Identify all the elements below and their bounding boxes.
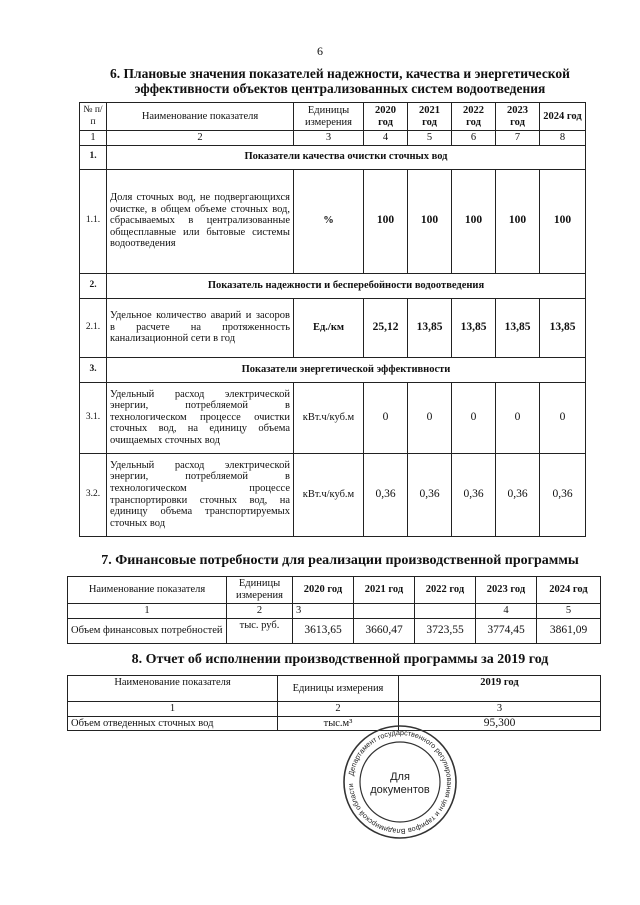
header-2024: 2024 год [537,577,601,604]
header-name: Наименование показателя [68,577,227,604]
col-number: 5 [537,604,601,619]
row-value: 0,36 [452,453,496,536]
group-title: Показатели энергетической эффективности [107,357,586,382]
section-7-table [67,576,601,644]
col-number: 8 [540,131,586,146]
group-title: Показатель надежности и бесперебойности водоотведения [107,273,586,298]
table-row [68,716,601,731]
column-number-row [68,702,601,717]
col-number-blank [415,604,476,619]
header-2022: 2022 год [452,103,496,131]
row-name: Удельный расход электрической энергии, потребляемой в технологическом процессе транспортировки сточных вод, на единицу объема транспортируемых сточных вод [107,453,294,536]
col-number: 4 [364,131,408,146]
row-name: Удельный расход электрической энергии, потребляемой в технологическом процессе очистки сточных вод, на единицу объема очищаемых сточных вод [107,382,294,453]
row-unit: тыс.м³ [278,716,399,731]
header-unit: Единицы измерения [278,676,399,702]
row-num: 3.1. [80,382,107,453]
row-value: 95,300 [399,716,601,731]
row-unit: кВт.ч/куб.м [294,453,364,536]
group-row [80,145,586,169]
row-value: 3723,55 [415,618,476,643]
row-num: 2.1. [80,298,107,357]
section-8-table [67,675,601,731]
row-value: 0 [408,382,452,453]
stamp-ring-textpath: Департамент государственного регулирования цен и тарифов Владимирской области [345,727,455,837]
row-value: 0 [540,382,586,453]
group-num: 1. [80,145,107,169]
row-value: 3861,09 [537,618,601,643]
group-row [80,273,586,298]
table-row [80,453,586,536]
section-6-title-line2: эффективности объектов централизованных систем водоотведения [134,81,546,96]
row-value: 100 [364,169,408,273]
stamp-center-line1: Для [390,771,410,783]
col-number-blank [354,604,415,619]
row-value: 0,36 [364,453,408,536]
page-number: 6 [317,44,323,58]
row-name: Объем финансовых потребностей [68,618,227,643]
col-number: 7 [496,131,540,146]
header-2021: 2021 год [408,103,452,131]
header-2020: 2020 год [293,577,354,604]
col-number: 1 [80,131,107,146]
row-num: 3.2. [80,453,107,536]
header-name: Наименование показателя [107,103,294,131]
row-value: 13,85 [496,298,540,357]
row-unit: тыс. руб. [227,618,293,643]
col-number: 1 [68,604,227,619]
table-row [80,382,586,453]
row-value: 3613,65 [293,618,354,643]
row-value: 0,36 [408,453,452,536]
row-value: 13,85 [540,298,586,357]
header-2023: 2023 год [476,577,537,604]
col-number: 2 [278,702,399,717]
header-2023: 2023 год [496,103,540,131]
section-6-table [79,102,586,537]
table-header-row [68,676,601,702]
table-row [80,298,586,357]
row-value: 100 [452,169,496,273]
row-value: 13,85 [408,298,452,357]
col-number: 3 [399,702,601,717]
stamp-center-line2: документов [370,784,430,796]
row-value: 0,36 [540,453,586,536]
row-value: 3660,47 [354,618,415,643]
header-2019: 2019 год [399,676,601,702]
row-unit: Ед./км [294,298,364,357]
col-number: 3 [294,131,364,146]
row-value: 0,36 [496,453,540,536]
row-num: 1.1. [80,169,107,273]
header-2024: 2024 год [540,103,586,131]
col-number: 2 [227,604,293,619]
row-unit: % [294,169,364,273]
header-num: № п/п [80,103,107,131]
section-6-title [60,66,620,96]
section-7-title: 7. Финансовые потребности для реализации производственной программы [101,553,579,568]
row-value: 100 [496,169,540,273]
row-value: 100 [408,169,452,273]
group-num: 3. [80,357,107,382]
header-unit: Единицы измерения [294,103,364,131]
row-name: Доля сточных вод, не подвергающихся очистке, в общем объеме сточных вод, сбрасываемых в централизованные общесплавные или бытовые системы водоотведения [107,169,294,273]
row-value: 0 [364,382,408,453]
row-name: Объем отведенных сточных вод [68,716,278,731]
row-value: 3774,45 [476,618,537,643]
col-number: 2 [107,131,294,146]
row-value: 0 [452,382,496,453]
column-number-row [80,131,586,146]
col-number: 4 [476,604,537,619]
header-2020: 2020 год [364,103,408,131]
table-header-row [68,577,601,604]
row-value: 0 [496,382,540,453]
header-2021: 2021 год [354,577,415,604]
header-2022: 2022 год [415,577,476,604]
row-value: 13,85 [452,298,496,357]
column-number-row [68,604,601,619]
col-number: 1 [68,702,278,717]
col-number: 6 [452,131,496,146]
group-title: Показатели качества очистки сточных вод [107,145,586,169]
row-value: 100 [540,169,586,273]
section-8-title: 8. Отчет об исполнении производственной программы за 2019 год [131,652,549,667]
row-unit: кВт.ч/куб.м [294,382,364,453]
stamp-center-text [365,771,435,797]
table-row [80,169,586,273]
group-num: 2. [80,273,107,298]
section-6-title-line1: 6. Плановые значения показателей надежности, качества и энергетической [110,66,570,81]
col-number: 3 [293,604,354,619]
row-value: 25,12 [364,298,408,357]
col-number: 5 [408,131,452,146]
table-row [68,618,601,643]
group-row [80,357,586,382]
header-unit: Единицы измерения [227,577,293,604]
table-header-row [80,103,586,131]
header-name: Наименование показателя [68,676,278,702]
row-name: Удельное количество аварий и засоров в расчете на протяженность канализационной сети в год [107,298,294,357]
